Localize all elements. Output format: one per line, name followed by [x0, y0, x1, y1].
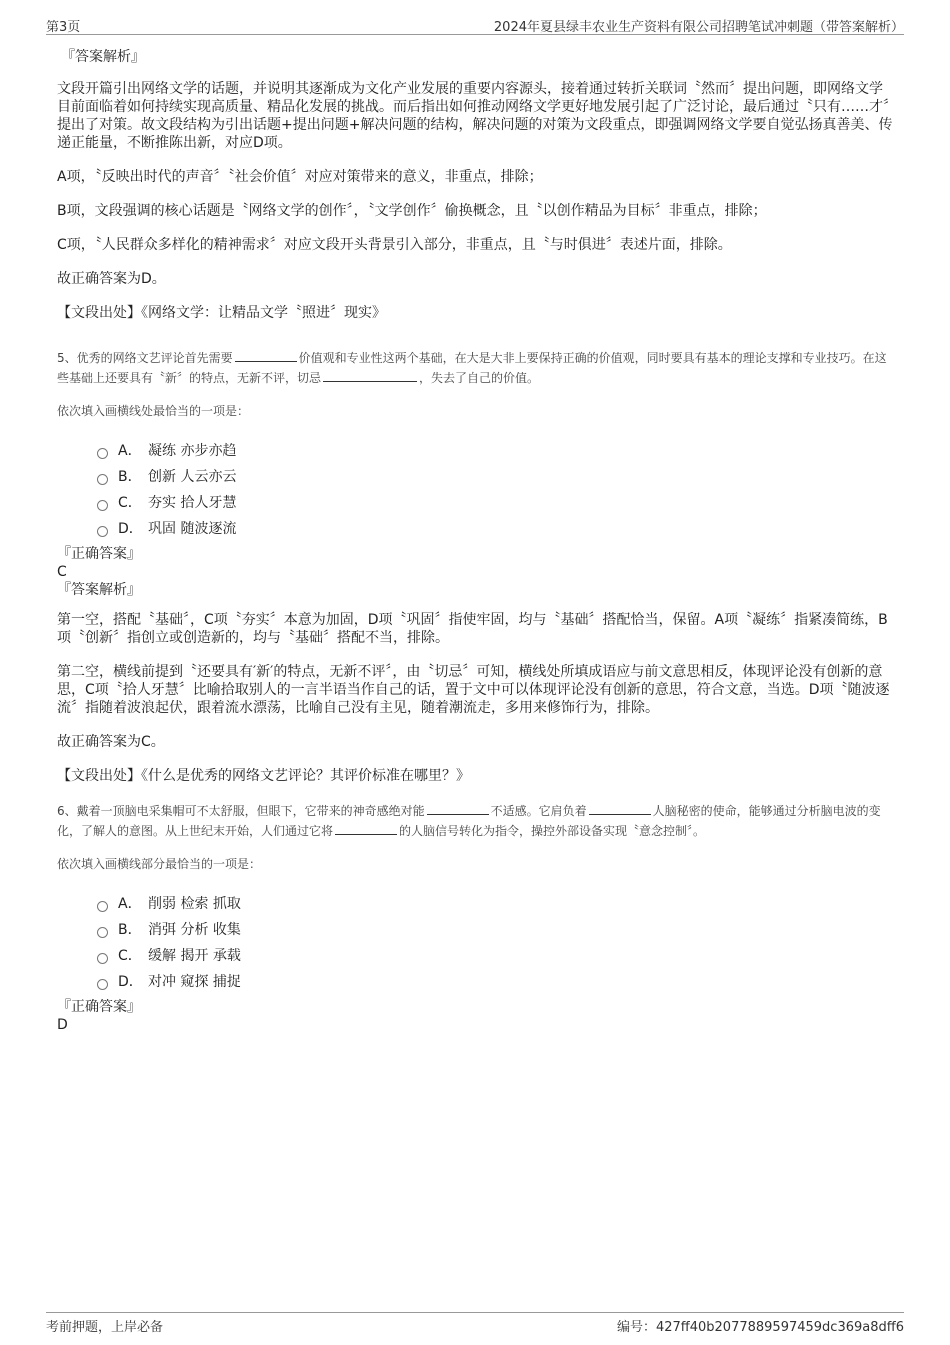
- document-id: 编号：427ff40b2077889597459dc369a8dff6: [616, 1320, 904, 1335]
- q5-option-d[interactable]: D． 巩固 随波逐流: [57, 515, 894, 541]
- page-number: 第3页: [46, 20, 81, 35]
- q4-analysis: [57, 46, 894, 322]
- radio-icon[interactable]: [97, 927, 108, 938]
- q5-source: 【文段出处】《什么是优秀的网络文艺评论？其评价标准在哪里？》: [57, 768, 470, 784]
- blank-2: [589, 804, 651, 815]
- radio-icon[interactable]: [97, 953, 108, 964]
- radio-icon[interactable]: [97, 448, 108, 459]
- q6-option-d[interactable]: D． 对冲 窥探 捕捉: [57, 968, 894, 994]
- q4-analysis-tag: 『答案解析』: [61, 49, 145, 65]
- q4-analysis-para-4: C项，〝人民群众多样化的精神需求〞对应文段开头背景引入部分，非重点，且〝与时俱进〞表述片面，排除。: [57, 237, 732, 253]
- footer-slogan: 考前押题，上岸必备: [46, 1320, 164, 1335]
- q5-option-c[interactable]: C． 夯实 拾人牙慧: [57, 489, 894, 515]
- page-header: [46, 14, 904, 35]
- q5-analysis-para-2: 第二空，横线前提到〝还要具有′新′的特点，无新不评〞，由〝切忌〞可知，横线处所填成语应与前文意思相反，体现评论没有创新的意思，C项〝拾人牙慧〞比喻拾取别人的一言半语当作自己的话，置于文中可以体现评论没有创新的意思，符合文意，当选。D项〝随波逐流〞指随着波浪起伏，跟着流水漂荡，比喻自己没有主见，随着潮流走，多用来修饰行为，排除。: [57, 664, 890, 716]
- document-title: 2024年夏县绿丰农业生产资料有限公司招聘笔试冲刺题（带答案解析）: [493, 20, 904, 35]
- question-5: [57, 348, 894, 785]
- q6-option-b[interactable]: B． 消弭 分析 收集: [57, 916, 894, 942]
- q5-answer: C: [57, 564, 67, 580]
- q6-answer: D: [57, 1017, 68, 1033]
- q5-instruction: 依次填入画横线处最恰当的一项是：: [57, 404, 250, 418]
- blank-1: [427, 804, 489, 815]
- q5-option-b[interactable]: B． 创新 人云亦云: [57, 463, 894, 489]
- q4-analysis-para-1: 文段开篇引出网络文学的话题，并说明其逐渐成为文化产业发展的重要内容源头，接着通过转折关联词〝然而〞提出问题，即网络文学目前面临着如何持续实现高质量、精品化发展的挑战。而后指出如何推动网络文学更好地发展引起了广泛讨论，最后通过〝只有……才〞提出了对策。故文段结构为引出话题+提出问题+解决问题的结构，解决问题的对策为文段重点，即强调网络文学要自觉弘扬真善美、传递正能量，不断推陈出新，对应D项。: [57, 81, 893, 151]
- q6-options: [57, 890, 894, 994]
- q6-option-a[interactable]: A． 削弱 检索 抓取: [57, 890, 894, 916]
- q6-instruction: 依次填入画横线部分最恰当的一项是：: [57, 857, 262, 871]
- blank-2: [323, 371, 417, 382]
- q6-option-c[interactable]: C． 缓解 揭开 承载: [57, 942, 894, 968]
- question-6: [57, 801, 894, 1034]
- q4-source: 【文段出处】《网络文学：让精品文学〝照进〞现实》: [57, 305, 386, 321]
- q5-analysis-para-1: 第一空，搭配〝基础〞，C项〝夯实〞本意为加固，D项〝巩固〞指使牢固，均与〝基础〞搭配恰当，保留。A项〝凝练〞指紧凑简练，B项〝创新〞指创立或创造新的，均与〝基础〞搭配不当，排除。: [57, 612, 888, 646]
- radio-icon[interactable]: [97, 901, 108, 912]
- page-footer: [46, 1312, 904, 1335]
- q6-answer-tag: 『正确答案』: [57, 999, 141, 1015]
- blank-1: [235, 351, 297, 362]
- q5-answer-tag: 『正确答案』: [57, 546, 141, 562]
- radio-icon[interactable]: [97, 979, 108, 990]
- radio-icon[interactable]: [97, 500, 108, 511]
- q5-option-a[interactable]: A． 凝练 亦步亦趋: [57, 437, 894, 463]
- q5-analysis-para-3: 故正确答案为C。: [57, 734, 165, 750]
- radio-icon[interactable]: [97, 474, 108, 485]
- q4-analysis-para-5: 故正确答案为D。: [57, 271, 166, 287]
- q4-analysis-para-3: B项，文段强调的核心话题是〝网络文学的创作〞，〝文学创作〞偷换概念，且〝以创作精品为目标〞非重点，排除；: [57, 203, 767, 219]
- q5-options: [57, 437, 894, 541]
- content: [57, 46, 894, 1034]
- blank-3: [335, 824, 397, 835]
- q5-stem: 5、优秀的网络文艺评论首先需要 价值观和专业性这两个基础，在大是大非上要保持正确的价值观，同时要具有基本的理论支撑和专业技巧。在这些基础上还要具有〝新〞的特点，无新不评，切忌 ，失去了自己的价值。: [57, 351, 887, 385]
- radio-icon[interactable]: [97, 526, 108, 537]
- q4-analysis-para-2: A项，〝反映出时代的声音〞〝社会价值〞对应对策带来的意义，非重点，排除；: [57, 169, 543, 185]
- q5-analysis-tag: 『答案解析』: [57, 582, 141, 598]
- q6-stem: 6、戴着一顶脑电采集帽可不太舒服，但眼下，它带来的神奇感绝对能 不适感。它肩负着 人脑秘密的使命，能够通过分析脑电波的变化，了解人的意图。从上世纪末开始，人们通过它将 的人脑信号转化为指令，操控外部设备实现〝意念控制〞。: [57, 804, 881, 838]
